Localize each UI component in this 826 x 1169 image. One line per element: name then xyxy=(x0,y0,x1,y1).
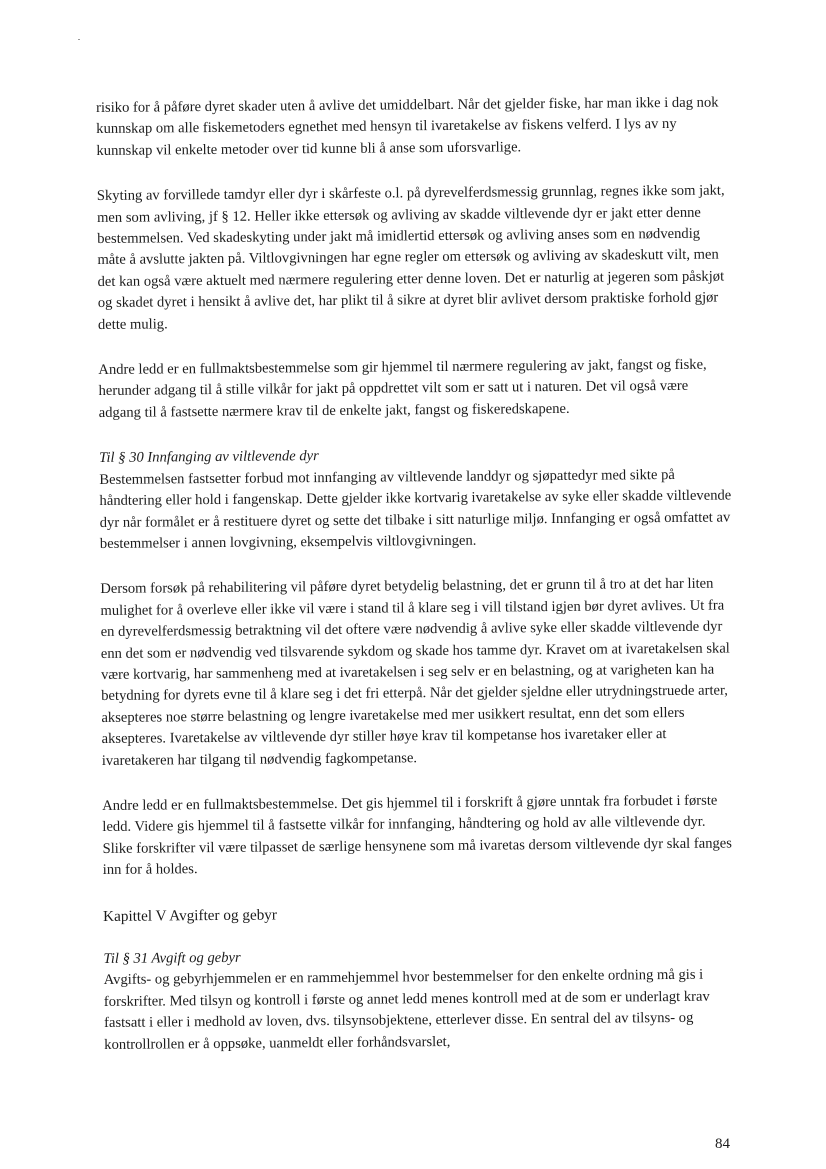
paragraph-6: Andre ledd er en fullmaktsbestemmelse. Det gis hjemmel til i forskrift å gjøre unntak fra forbudet i første ledd. Videre gis hjemmel til å fastsette vilkår for innfanging, håndtering og hold av alle viltlevende dyr. Slike forskrifter vil være tilpasset de særlige hensynene som må ivaretas dersom viltlevende dyr skal fanges inn for å holdes. xyxy=(102,792,733,879)
paragraph-5: Dersom forsøk på rehabilitering vil påføre dyret betydelig belastning, det er grunn til å tro at det har liten mulighet for å overleve eller ikke vil være i stand til å klare seg i vill tilstand igjen bør dyret avlives. Ut fra en dyrevelferdsmessig betraktning vil det oftere være nødvendig å avlive syke eller skadde viltlevende dyr enn det som er nødvendig ved tilsvarende sykdom og skade hos tamme dyr. Kravet om at ivaretakelsen skal være kortvarig, har sammenheng med at ivaretakelsen i seg selv er en belastning, og at varigheten kan ha betydning for dyrets evne til å klare seg i det fri etterpå. Når det gjelder sjeldne eller utrydningstruede arter, aksepteres noe større belastning og lengre ivaretakelse med mer usikkert resultat, enn det som ellers aksepteres. Ivaretakelse av viltlevende dyr stiller høye krav til kompetanse hos ivaretaker eller at ivaretakeren har tilgang til nødvendig fagkompetanse. xyxy=(100,575,730,769)
chapter-heading: Kapittel V Avgifter og gebyr xyxy=(103,906,277,925)
section-heading-31: Til § 31 Avgift og gebyr xyxy=(103,949,241,967)
section-heading-30: Til § 30 Innfanging av viltlevende dyr xyxy=(99,448,319,467)
paragraph-3: Andre ledd er en fullmaktsbestemmelse som gir hjemmel til nærmere regulering av jakt, fangst og fiske, herunder adgang til å stille vilkår for jakt på oppdrettet vilt som er satt ut i naturen. Det vil også være adgang til å fastsette nærmere krav til de enkelte jakt, fangst og fiskeredskapene. xyxy=(98,356,707,421)
paragraph-4: Bestemmelsen fastsetter forbud mot innfanging av viltlevende landdyr og sjøpattedyr med sikte på håndtering eller hold i fangenskap. Dette gjelder ikke kortvarig ivaretakelse av syke eller skadde viltlevende dyr når formålet er å restituere dyret og sette det tilbake i sitt naturlige miljø. Innfanging er også omfattet av bestemmelser i annen lovgivning, eksempelvis viltlovgivningen. xyxy=(99,466,732,552)
paragraph-1: risiko for å påføre dyret skader uten å avlive det umiddelbart. Når det gjelder fiske, har man ikke i dag nok kunnskap om alle fiskemetoders egnethet med hensyn til ivaretakelse av fiskens velferd. I lys av ny kunnskap vil enkelte metoder over tid kunne bli å anse som uforsvarlige. xyxy=(96,94,719,159)
paragraph-7: Avgifts- og gebyrhjemmelen er en rammehjemmel hvor bestemmelser for den enkelte ordning må gis i forskrifter. Med tilsyn og kontroll i første og annet ledd menes kontroll med at de som er underlagt krav fastsatt i eller i medhold av loven, dvs. tilsynsobjektene, etterlever disse. En sentral del av tilsyns- og kontrollrollen er å oppsøke, uanmeldt eller forhåndsvarslet, xyxy=(103,967,710,1053)
scan-speck xyxy=(78,39,80,40)
page-body xyxy=(96,92,737,1080)
page-number: 84 xyxy=(715,1136,730,1152)
paragraph-2: Skyting av forvillede tamdyr eller dyr i skårfeste o.l. på dyrevelferdsmessig grunnlag, regnes ikke som jakt, men som avliving, jf § 12. Heller ikke ettersøk og avliving av skadde viltlevende dyr er jakt etter denne bestemmelsen. Ved skadeskyting under jakt må imidlertid ettersøk og avliving anses som en nødvendig måte å avslutte jakten på. Viltlovgivningen har egne regler om ettersøk og avliving av skadeskutt vilt, men det kan også være aktuelt med nærmere regulering etter denne loven. Det er naturlig at jegeren som påskjøt og skadet dyret i hensikt å avlive det, har plikt til å sikre at dyret blir avlivet dersom praktiske forhold gjør dette mulig. xyxy=(96,182,725,333)
